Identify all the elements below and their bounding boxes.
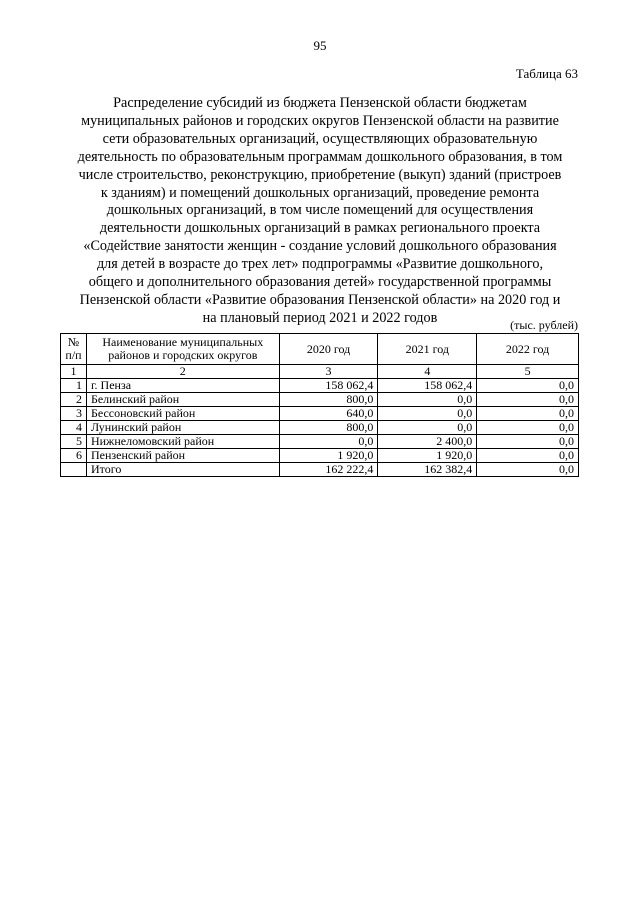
table-row <box>61 449 579 463</box>
cell-y2020: 800,0 <box>279 393 378 407</box>
cell-y2020: 1 920,0 <box>279 449 378 463</box>
cell-y2021: 0,0 <box>378 421 477 435</box>
cell-y2022: 0,0 <box>477 463 579 477</box>
index-cell: 4 <box>378 365 477 379</box>
cell-y2021: 0,0 <box>378 407 477 421</box>
title-line: сети образовательных организаций, осуществляющих образовательную <box>102 130 538 147</box>
cell-n: 6 <box>61 449 87 463</box>
cell-y2021: 158 062,4 <box>378 379 477 393</box>
cell-n: 3 <box>61 407 87 421</box>
table-row <box>61 393 579 407</box>
header-2020: 2020 год <box>279 334 378 365</box>
cell-name: Лунинский район <box>86 421 279 435</box>
header-2021: 2021 год <box>378 334 477 365</box>
title-line: деятельность по образовательным программам дошкольного образования, в том <box>77 148 563 165</box>
cell-y2020: 0,0 <box>279 435 378 449</box>
cell-y2022: 0,0 <box>477 393 579 407</box>
cell-y2021: 0,0 <box>378 393 477 407</box>
document-title <box>60 95 580 328</box>
total-row <box>61 463 579 477</box>
index-cell: 3 <box>279 365 378 379</box>
title-line: муниципальных районов и городских округов Пензенской области на развитие <box>81 112 559 129</box>
cell-name: Бессоновский район <box>86 407 279 421</box>
column-index-row <box>61 365 579 379</box>
cell-y2022: 0,0 <box>477 421 579 435</box>
title-line: к зданиям) и помещений дошкольных организаций, проведение ремонта <box>100 184 540 201</box>
cell-y2020: 800,0 <box>279 421 378 435</box>
cell-y2020: 158 062,4 <box>279 379 378 393</box>
table-label: Таблица 63 <box>515 66 578 81</box>
title-line: для детей в возрасте до трех лет» подпрограммы «Развитие дошкольного, <box>96 256 544 273</box>
index-cell: 5 <box>477 365 579 379</box>
title-line: дошкольных организаций, в том числе помещений для осуществления <box>106 202 534 219</box>
units-label: (тыс. рублей) <box>510 318 578 332</box>
header-number: № п/п <box>61 334 87 365</box>
cell-y2021: 2 400,0 <box>378 435 477 449</box>
cell-name: Итого <box>86 463 279 477</box>
title-line: деятельности дошкольных организаций в рамках регионального проекта <box>99 220 541 237</box>
index-cell: 1 <box>61 365 87 379</box>
cell-name: г. Пенза <box>86 379 279 393</box>
title-line: на плановый период 2021 и 2022 годов <box>202 309 438 326</box>
table-row <box>61 379 579 393</box>
cell-n <box>61 463 87 477</box>
cell-y2022: 0,0 <box>477 407 579 421</box>
page-number: 95 <box>313 38 327 53</box>
cell-y2020: 162 222,4 <box>279 463 378 477</box>
cell-name: Белинский район <box>86 393 279 407</box>
cell-n: 4 <box>61 421 87 435</box>
cell-y2022: 0,0 <box>477 449 579 463</box>
cell-name: Пензенский район <box>86 449 279 463</box>
cell-name: Нижнеломовский район <box>86 435 279 449</box>
title-line: Распределение субсидий из бюджета Пензенской области бюджетам <box>113 95 527 111</box>
table-header-row <box>61 334 579 365</box>
title-line: Пензенской области «Развитие образования Пензенской области» на 2020 год и <box>79 291 561 308</box>
index-cell: 2 <box>86 365 279 379</box>
cell-n: 5 <box>61 435 87 449</box>
table-row <box>61 421 579 435</box>
cell-n: 2 <box>61 393 87 407</box>
title-line: «Содействие занятости женщин - создание условий дошкольного образования <box>83 238 557 255</box>
cell-y2021: 1 920,0 <box>378 449 477 463</box>
cell-y2022: 0,0 <box>477 435 579 449</box>
cell-n: 1 <box>61 379 87 393</box>
cell-y2020: 640,0 <box>279 407 378 421</box>
title-line: общего и дополнительного образования детей» государственной программы <box>88 274 552 291</box>
table-row <box>61 407 579 421</box>
cell-y2021: 162 382,4 <box>378 463 477 477</box>
table-row <box>61 435 579 449</box>
subsidy-table <box>60 333 579 477</box>
header-2022: 2022 год <box>477 334 579 365</box>
cell-y2022: 0,0 <box>477 379 579 393</box>
header-name: Наименование муниципальных районов и городских округов <box>86 334 279 365</box>
title-line: числе строительство, реконструкцию, приобретение (выкуп) зданий (пристроев <box>78 166 562 183</box>
